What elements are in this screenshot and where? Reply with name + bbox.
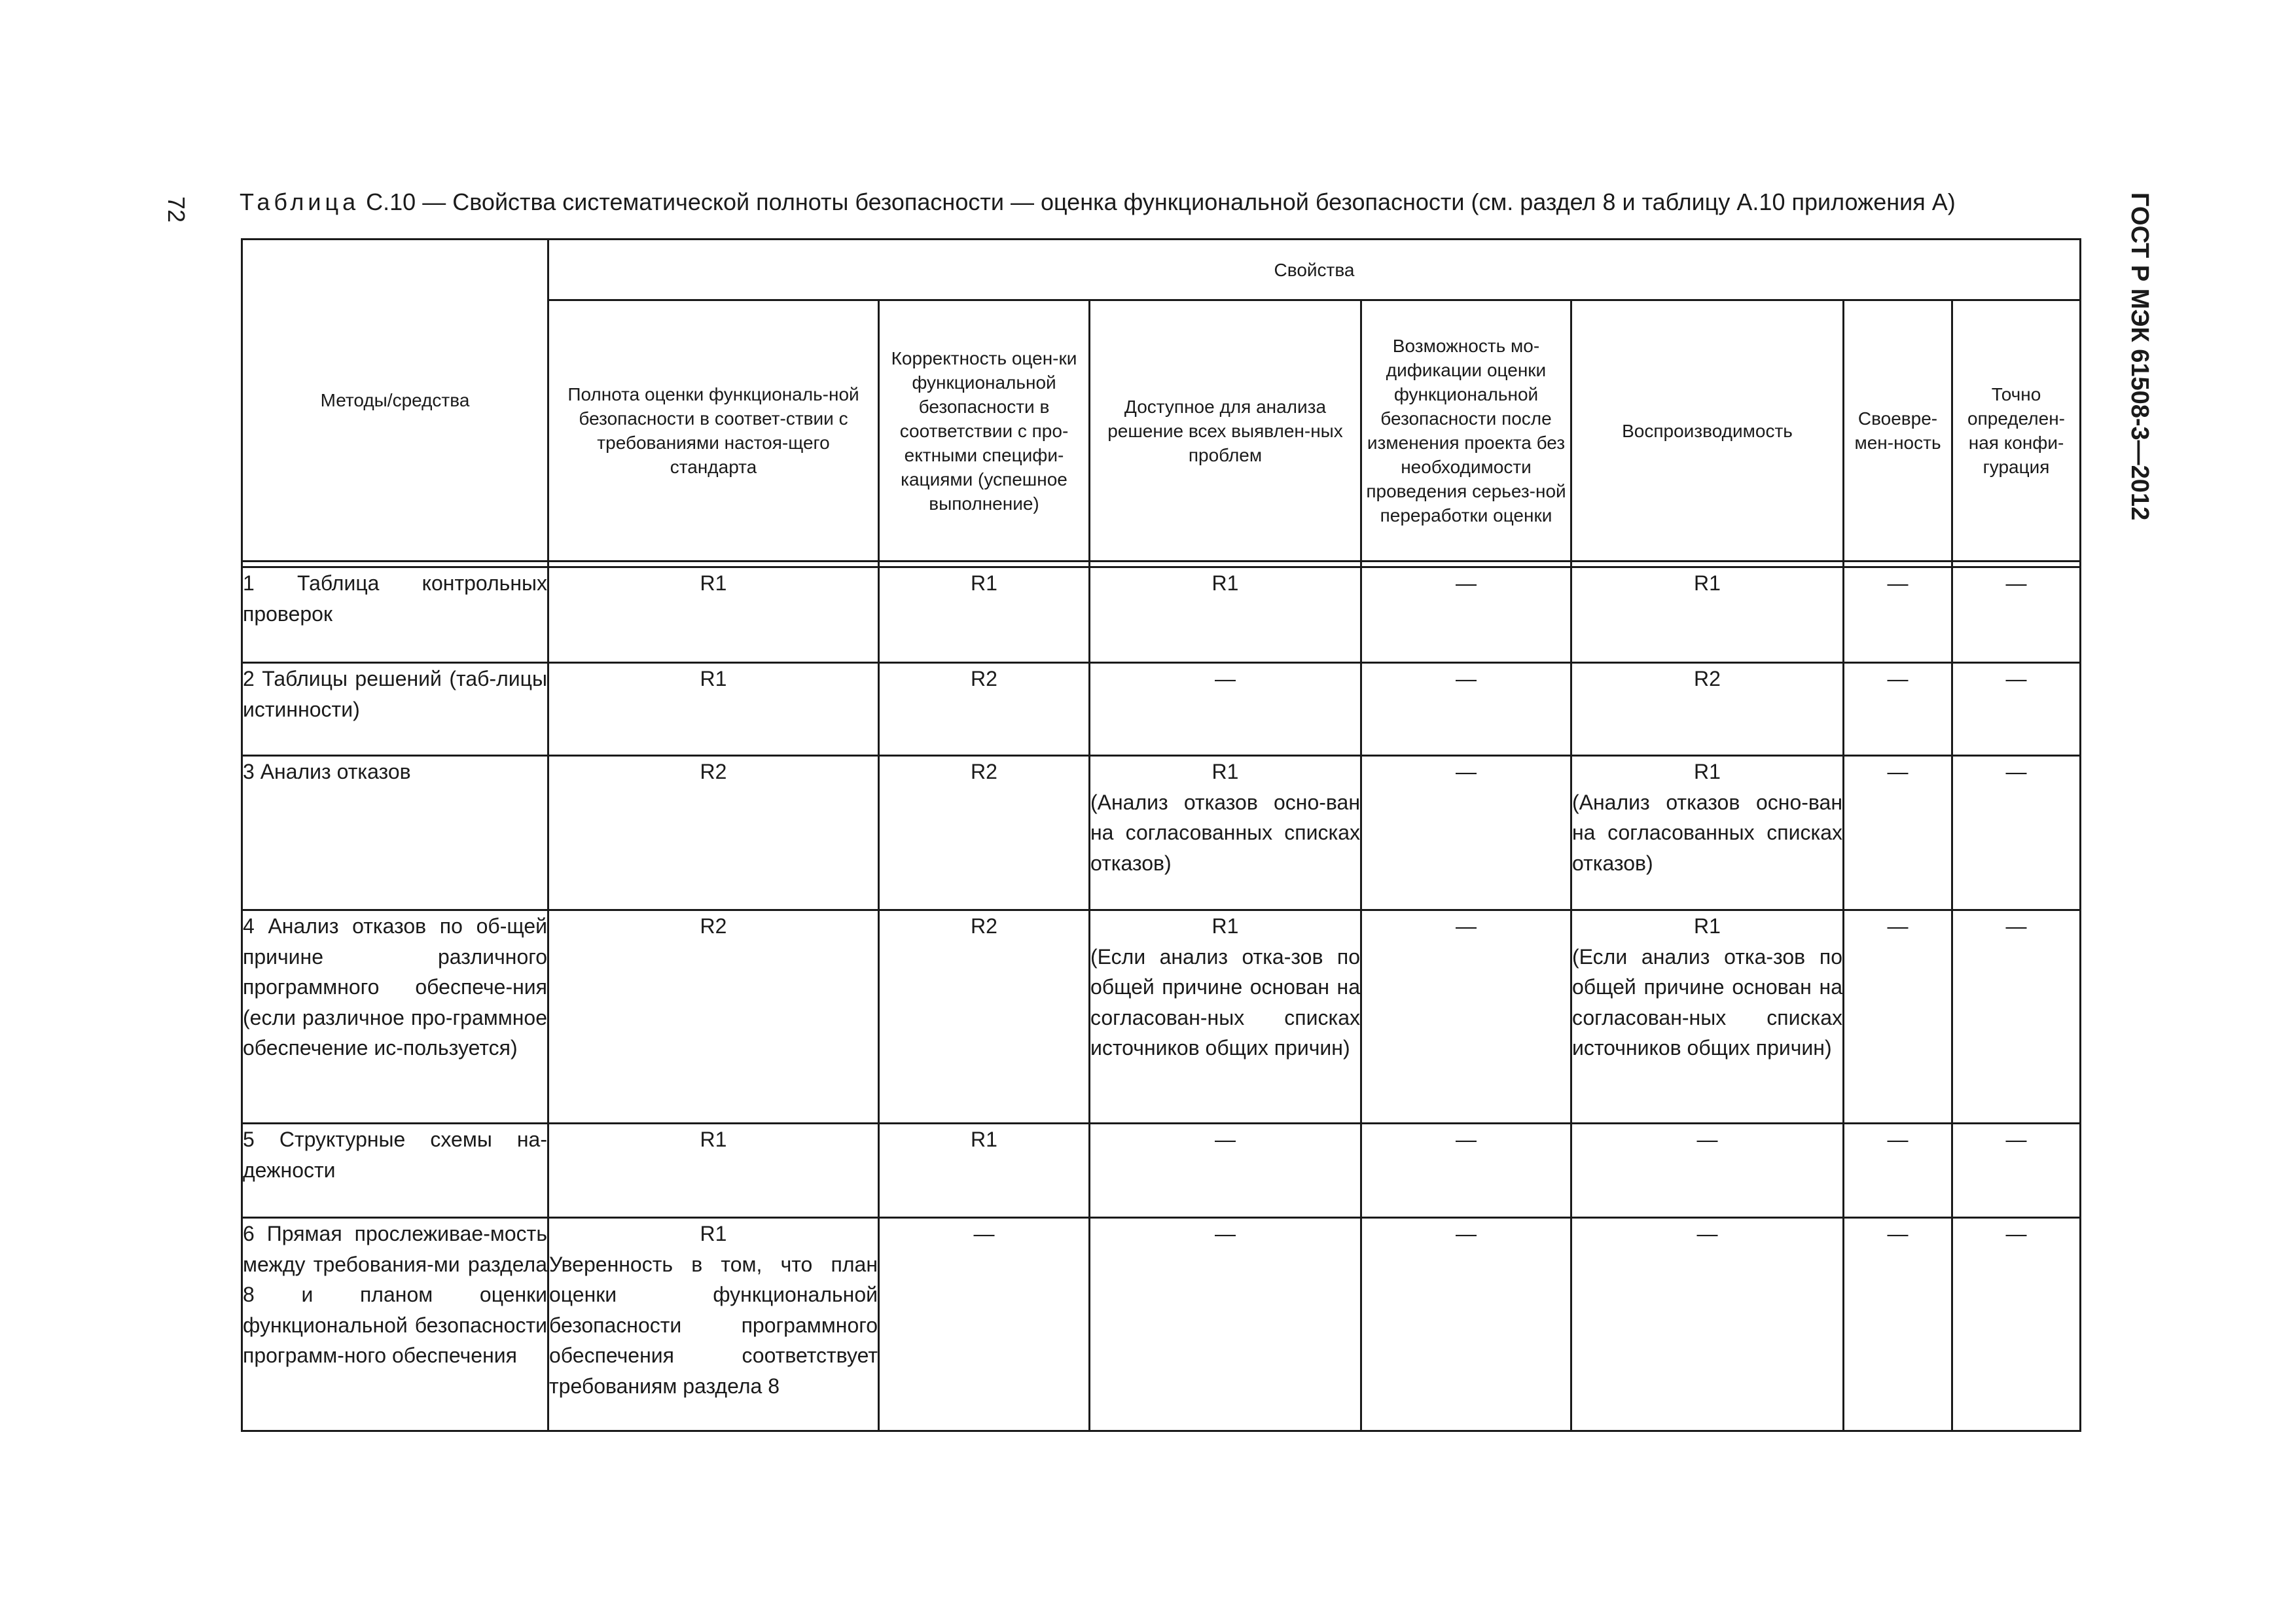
rating-value: — — [1887, 571, 1909, 595]
rating-note: (Анализ отказов осно-ван на согласованных списках отказов) — [1090, 790, 1360, 875]
rating-cell — [1090, 910, 1361, 1124]
rating-cell — [1571, 1218, 1844, 1431]
rating-cell — [1571, 663, 1844, 756]
rating-value: R1 — [971, 571, 997, 595]
document-code: ГОСТ Р МЭК 61508-3—2012 — [2126, 192, 2153, 521]
rating-value: — — [1887, 667, 1909, 690]
rating-note: (Если анализ отка-зов по общей причине основан на согласован-ных списках источников общих причин) — [1090, 944, 1360, 1060]
rating-value: — — [1887, 1222, 1909, 1245]
rating-cell — [1571, 910, 1844, 1124]
rating-cell — [1844, 567, 1952, 663]
rating-cell — [548, 756, 879, 910]
rating-cell — [548, 663, 879, 756]
rating-value: R1 — [700, 667, 727, 690]
rating-value: R1 — [971, 1128, 997, 1151]
rating-cell — [1952, 1218, 2081, 1431]
rating-note: Уверенность в том, что план оценки функциональной безопасности программного обеспечения соответствует требованиям раздела 8 — [549, 1252, 878, 1398]
rating-cell — [1090, 1218, 1361, 1431]
rating-cell — [548, 1124, 879, 1218]
rating-value: R2 — [971, 760, 997, 783]
column-header: Корректность оцен-ки функциональной безопасности в соответствии с про-ектными специфи-кациями (успешное выполнение) — [879, 300, 1090, 562]
rating-cell — [879, 756, 1090, 910]
rating-note: (Анализ отказов осно-ван на согласованных списках отказов) — [1572, 790, 1842, 875]
method-cell: 1 Таблица контрольных проверок — [242, 567, 548, 663]
rating-value: R2 — [700, 914, 727, 938]
page-number: 72 — [163, 196, 190, 223]
rating-value: — — [1456, 571, 1477, 595]
rating-cell — [1952, 1124, 2081, 1218]
rating-value: — — [973, 1222, 995, 1245]
rating-value: — — [2005, 571, 2027, 595]
rating-cell — [1952, 663, 2081, 756]
rating-cell — [879, 567, 1090, 663]
rating-value: R2 — [971, 667, 997, 690]
rating-value: — — [2005, 667, 2027, 690]
rating-value: — — [1456, 1128, 1477, 1151]
column-header: Своевре-мен-ность — [1844, 300, 1952, 562]
rating-value: — — [2005, 1128, 2027, 1151]
rating-cell — [1361, 663, 1571, 756]
table-row — [242, 1124, 2081, 1218]
methods-header: Методы/средства — [242, 240, 548, 562]
rating-value: — — [1456, 914, 1477, 938]
rating-cell — [879, 663, 1090, 756]
table-caption-label: Таблица — [240, 188, 360, 215]
column-header: Точно определен-ная конфи-гурация — [1952, 300, 2081, 562]
rating-cell — [879, 910, 1090, 1124]
method-cell: 6 Прямая прослеживае-мость между требования-ми раздела 8 и планом оценки функциональной безопасности программ-ного обеспечения — [242, 1218, 548, 1431]
rating-value: — — [1456, 1222, 1477, 1245]
rating-cell — [879, 1124, 1090, 1218]
rating-cell — [1090, 1124, 1361, 1218]
table-row — [242, 910, 2081, 1124]
table-row — [242, 663, 2081, 756]
rating-cell — [1844, 1124, 1952, 1218]
table-caption-text: С.10 — Свойства систематической полноты безопасности — оценка функциональной безопасности (см. раздел 8 и таблицу А.10 приложения А) — [359, 188, 1956, 215]
rating-value: R2 — [971, 914, 997, 938]
table-row — [242, 756, 2081, 910]
rating-value: — — [1696, 1222, 1718, 1245]
rating-cell — [548, 910, 879, 1124]
rating-value: R2 — [1694, 667, 1721, 690]
properties-header: Свойства — [548, 240, 2081, 300]
rating-value: — — [2005, 1222, 2027, 1245]
properties-table — [241, 238, 2081, 1432]
method-cell: 2 Таблицы решений (таб-лицы истинности) — [242, 663, 548, 756]
rating-cell — [1571, 567, 1844, 663]
rating-cell — [1952, 756, 2081, 910]
rating-value: — — [1456, 760, 1477, 783]
rating-cell — [1844, 756, 1952, 910]
rating-cell — [1361, 1218, 1571, 1431]
rating-cell — [1844, 910, 1952, 1124]
column-header: Полнота оценки функциональ-ной безопасности в соответ-ствии с требованиями настоя-щего стандарта — [548, 300, 879, 562]
rating-cell — [879, 1218, 1090, 1431]
method-cell: 4 Анализ отказов по об-щей причине различного программного обеспече-ния (если различное про-граммное обеспечение ис-пользуется) — [242, 910, 548, 1124]
rating-value: — — [1887, 1128, 1909, 1151]
rating-value: R1 — [700, 1222, 727, 1245]
table-caption — [240, 188, 1956, 216]
rating-value: R1 — [1211, 760, 1239, 783]
column-header: Возможность мо-дификации оценки функциональной безопасности после изменения проекта без необходимости проведения серьез-ной переработки оценки — [1361, 300, 1571, 562]
rating-value: R1 — [1694, 914, 1721, 938]
table-row — [242, 1218, 2081, 1431]
rating-value: — — [2005, 914, 2027, 938]
rating-cell — [548, 567, 879, 663]
rating-cell — [1571, 756, 1844, 910]
rating-cell — [548, 1218, 879, 1431]
rating-value: — — [1456, 667, 1477, 690]
rating-cell — [1952, 567, 2081, 663]
column-header: Воспроизводимость — [1571, 300, 1844, 562]
rating-value: — — [1215, 1222, 1236, 1245]
column-header: Доступное для анализа решение всех выявлен-ных проблем — [1090, 300, 1361, 562]
rating-value: R1 — [1694, 571, 1721, 595]
method-cell: 3 Анализ отказов — [242, 756, 548, 910]
rating-value: R1 — [700, 571, 727, 595]
rating-note: (Если анализ отка-зов по общей причине основан на согласован-ных списках источников общих причин) — [1572, 944, 1842, 1060]
rating-value: R1 — [1694, 760, 1721, 783]
rating-value: R2 — [700, 760, 727, 783]
table-row — [242, 567, 2081, 663]
rating-cell — [1090, 756, 1361, 910]
rating-cell — [1090, 567, 1361, 663]
rating-cell — [1361, 756, 1571, 910]
rating-value: — — [1887, 914, 1909, 938]
rating-value: — — [1215, 667, 1236, 690]
rating-cell — [1952, 910, 2081, 1124]
rating-cell — [1844, 663, 1952, 756]
rating-cell — [1361, 567, 1571, 663]
rating-cell — [1361, 910, 1571, 1124]
method-cell: 5 Структурные схемы на-дежности — [242, 1124, 548, 1218]
rating-value: — — [1215, 1128, 1236, 1151]
rating-cell — [1571, 1124, 1844, 1218]
rating-value: — — [1887, 760, 1909, 783]
rating-value: — — [2005, 760, 2027, 783]
header-separator — [242, 562, 2081, 567]
rating-value: R1 — [1211, 571, 1239, 595]
rating-value: R1 — [700, 1128, 727, 1151]
rating-value: R1 — [1211, 914, 1239, 938]
rating-value: — — [1696, 1128, 1718, 1151]
rating-cell — [1361, 1124, 1571, 1218]
rating-cell — [1844, 1218, 1952, 1431]
rating-cell — [1090, 663, 1361, 756]
